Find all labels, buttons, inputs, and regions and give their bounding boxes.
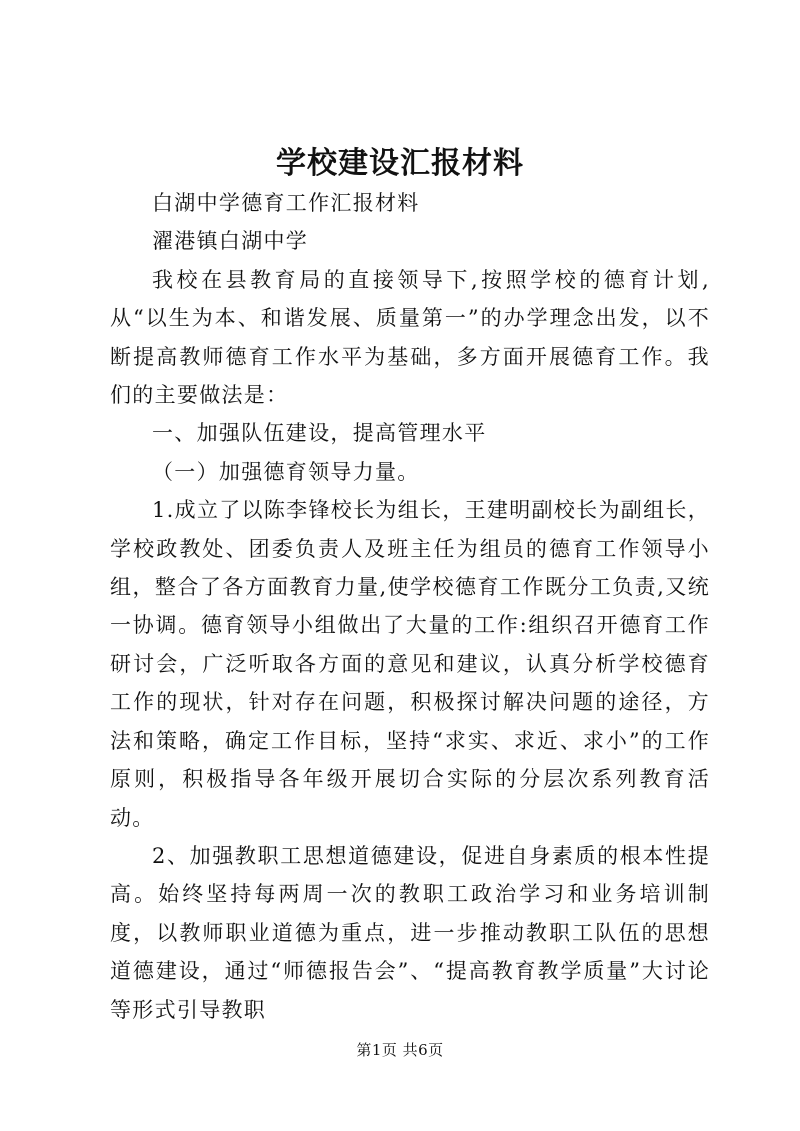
paragraph-subsection-heading: （一）加强德育领导力量。: [152, 459, 420, 484]
page-footer: 第1页 共6页: [356, 1041, 444, 1059]
paragraph-item-1: 1.成立了以陈李锋校长为组长，王建明副校长为副组长，学校政教处、团委负责人及班主任为组员的德育工作领导小组，整合了各方面教育力量,使学校德育工作既分工负责,又统一协调。德育领导小组做出了大量的工作:组织召开德育工作研讨会，广泛听取各方面的意见和建议，认真分析学校德育工作的现状，针对存在问题，积极探讨解决问题的途径，方法和策略，确定工作目标，坚持“求实、求近、求小”的工作原则，积极指导各年级开展切合实际的分层次系列教育活动。: [110, 498, 710, 830]
document-body: [110, 184, 710, 1029]
paragraph-subtitle: 白湖中学德育工作汇报材料: [152, 191, 420, 215]
paragraph-school-name: 濯港镇白湖中学: [152, 229, 309, 254]
paragraph-section-heading: 一、加强队伍建设，提高管理水平: [152, 421, 487, 446]
document-title: 学校建设汇报材料: [276, 146, 524, 181]
paragraph-item-2: 2、加强教职工思想道德建设，促进自身素质的根本性提高。始终坚持每两周一次的教职工政治学习和业务培训制度，以教师职业道德为重点，进一步推动教职工队伍的思想道德建设，通过“师德报告会”、“提高教育教学质量”大讨论等形式引导教职: [110, 843, 710, 1022]
paragraph-intro: 我校在县教育局的直接领导下,按照学校的德育计划,从“以生为本、和谐发展、质量第一”的办学理念出发，以不断提高教师德育工作水平为基础，多方面开展德育工作。我们的主要做法是：: [110, 267, 710, 408]
